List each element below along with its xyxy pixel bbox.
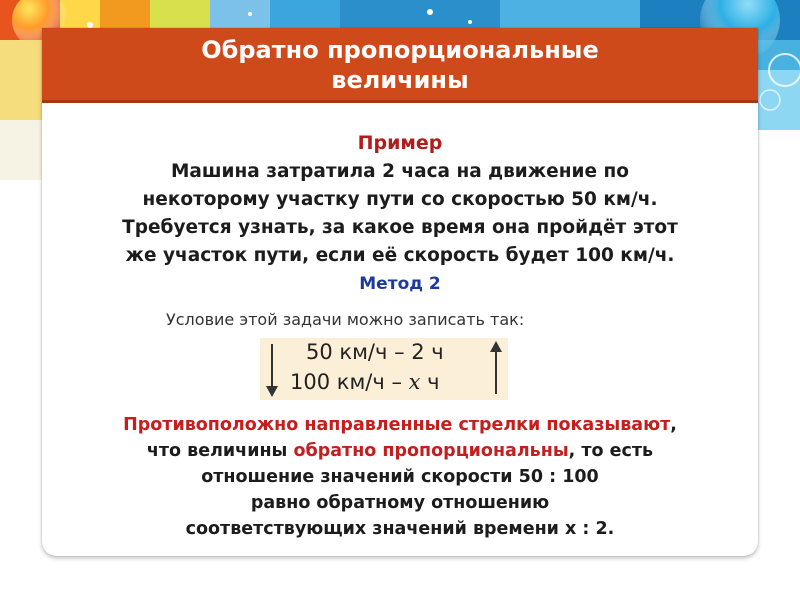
- problem-line: Требуется узнать, за какое время она пройдёт этот: [122, 217, 678, 238]
- conclusion-line-4: равно обратному отношению: [250, 493, 550, 513]
- proportion-scheme: [260, 338, 508, 400]
- scheme-row-2: [290, 370, 440, 394]
- conclusion-highlight: Противоположно направленные стрелки показывают: [123, 415, 671, 435]
- conclusion-line-1: [42, 412, 758, 438]
- method-heading: Метод 2: [359, 274, 441, 294]
- conclusion-punct: ,: [670, 415, 677, 435]
- conclusion-line-5: соответствующих значений времени x : 2.: [185, 519, 615, 539]
- problem-text: [42, 158, 758, 270]
- slide-title-line-2: величины: [331, 66, 469, 94]
- conclusion-text-part: что величины: [146, 441, 294, 461]
- conclusion-text: [42, 412, 758, 542]
- scheme-row-1: 50 км/ч – 2 ч: [306, 340, 444, 364]
- problem-line: некоторому участку пути со скоростью 50 км/ч.: [142, 189, 658, 210]
- conclusion-line-3: отношение значений скорости 50 : 100: [201, 467, 599, 487]
- conclusion-highlight: обратно пропорциональны: [293, 441, 569, 461]
- condition-text: Условие этой задачи можно записать так:: [166, 310, 525, 329]
- conclusion-line-2: [42, 438, 758, 464]
- scheme-row-2-suffix: ч: [420, 370, 440, 394]
- slide-content: [42, 28, 758, 556]
- example-heading: Пример: [357, 132, 443, 154]
- variable-x: x: [408, 370, 421, 394]
- scheme-row-2-prefix: 100 км/ч –: [290, 370, 409, 394]
- problem-line: же участок пути, если её скорость будет 100 км/ч.: [125, 245, 675, 266]
- problem-line: Машина затратила 2 часа на движение по: [171, 161, 629, 182]
- arrow-up-icon: [488, 340, 504, 396]
- arrow-down-icon: [264, 342, 280, 398]
- slide-title-line-1: Обратно пропорциональные: [201, 36, 599, 64]
- conclusion-text-part: , то есть: [568, 441, 654, 461]
